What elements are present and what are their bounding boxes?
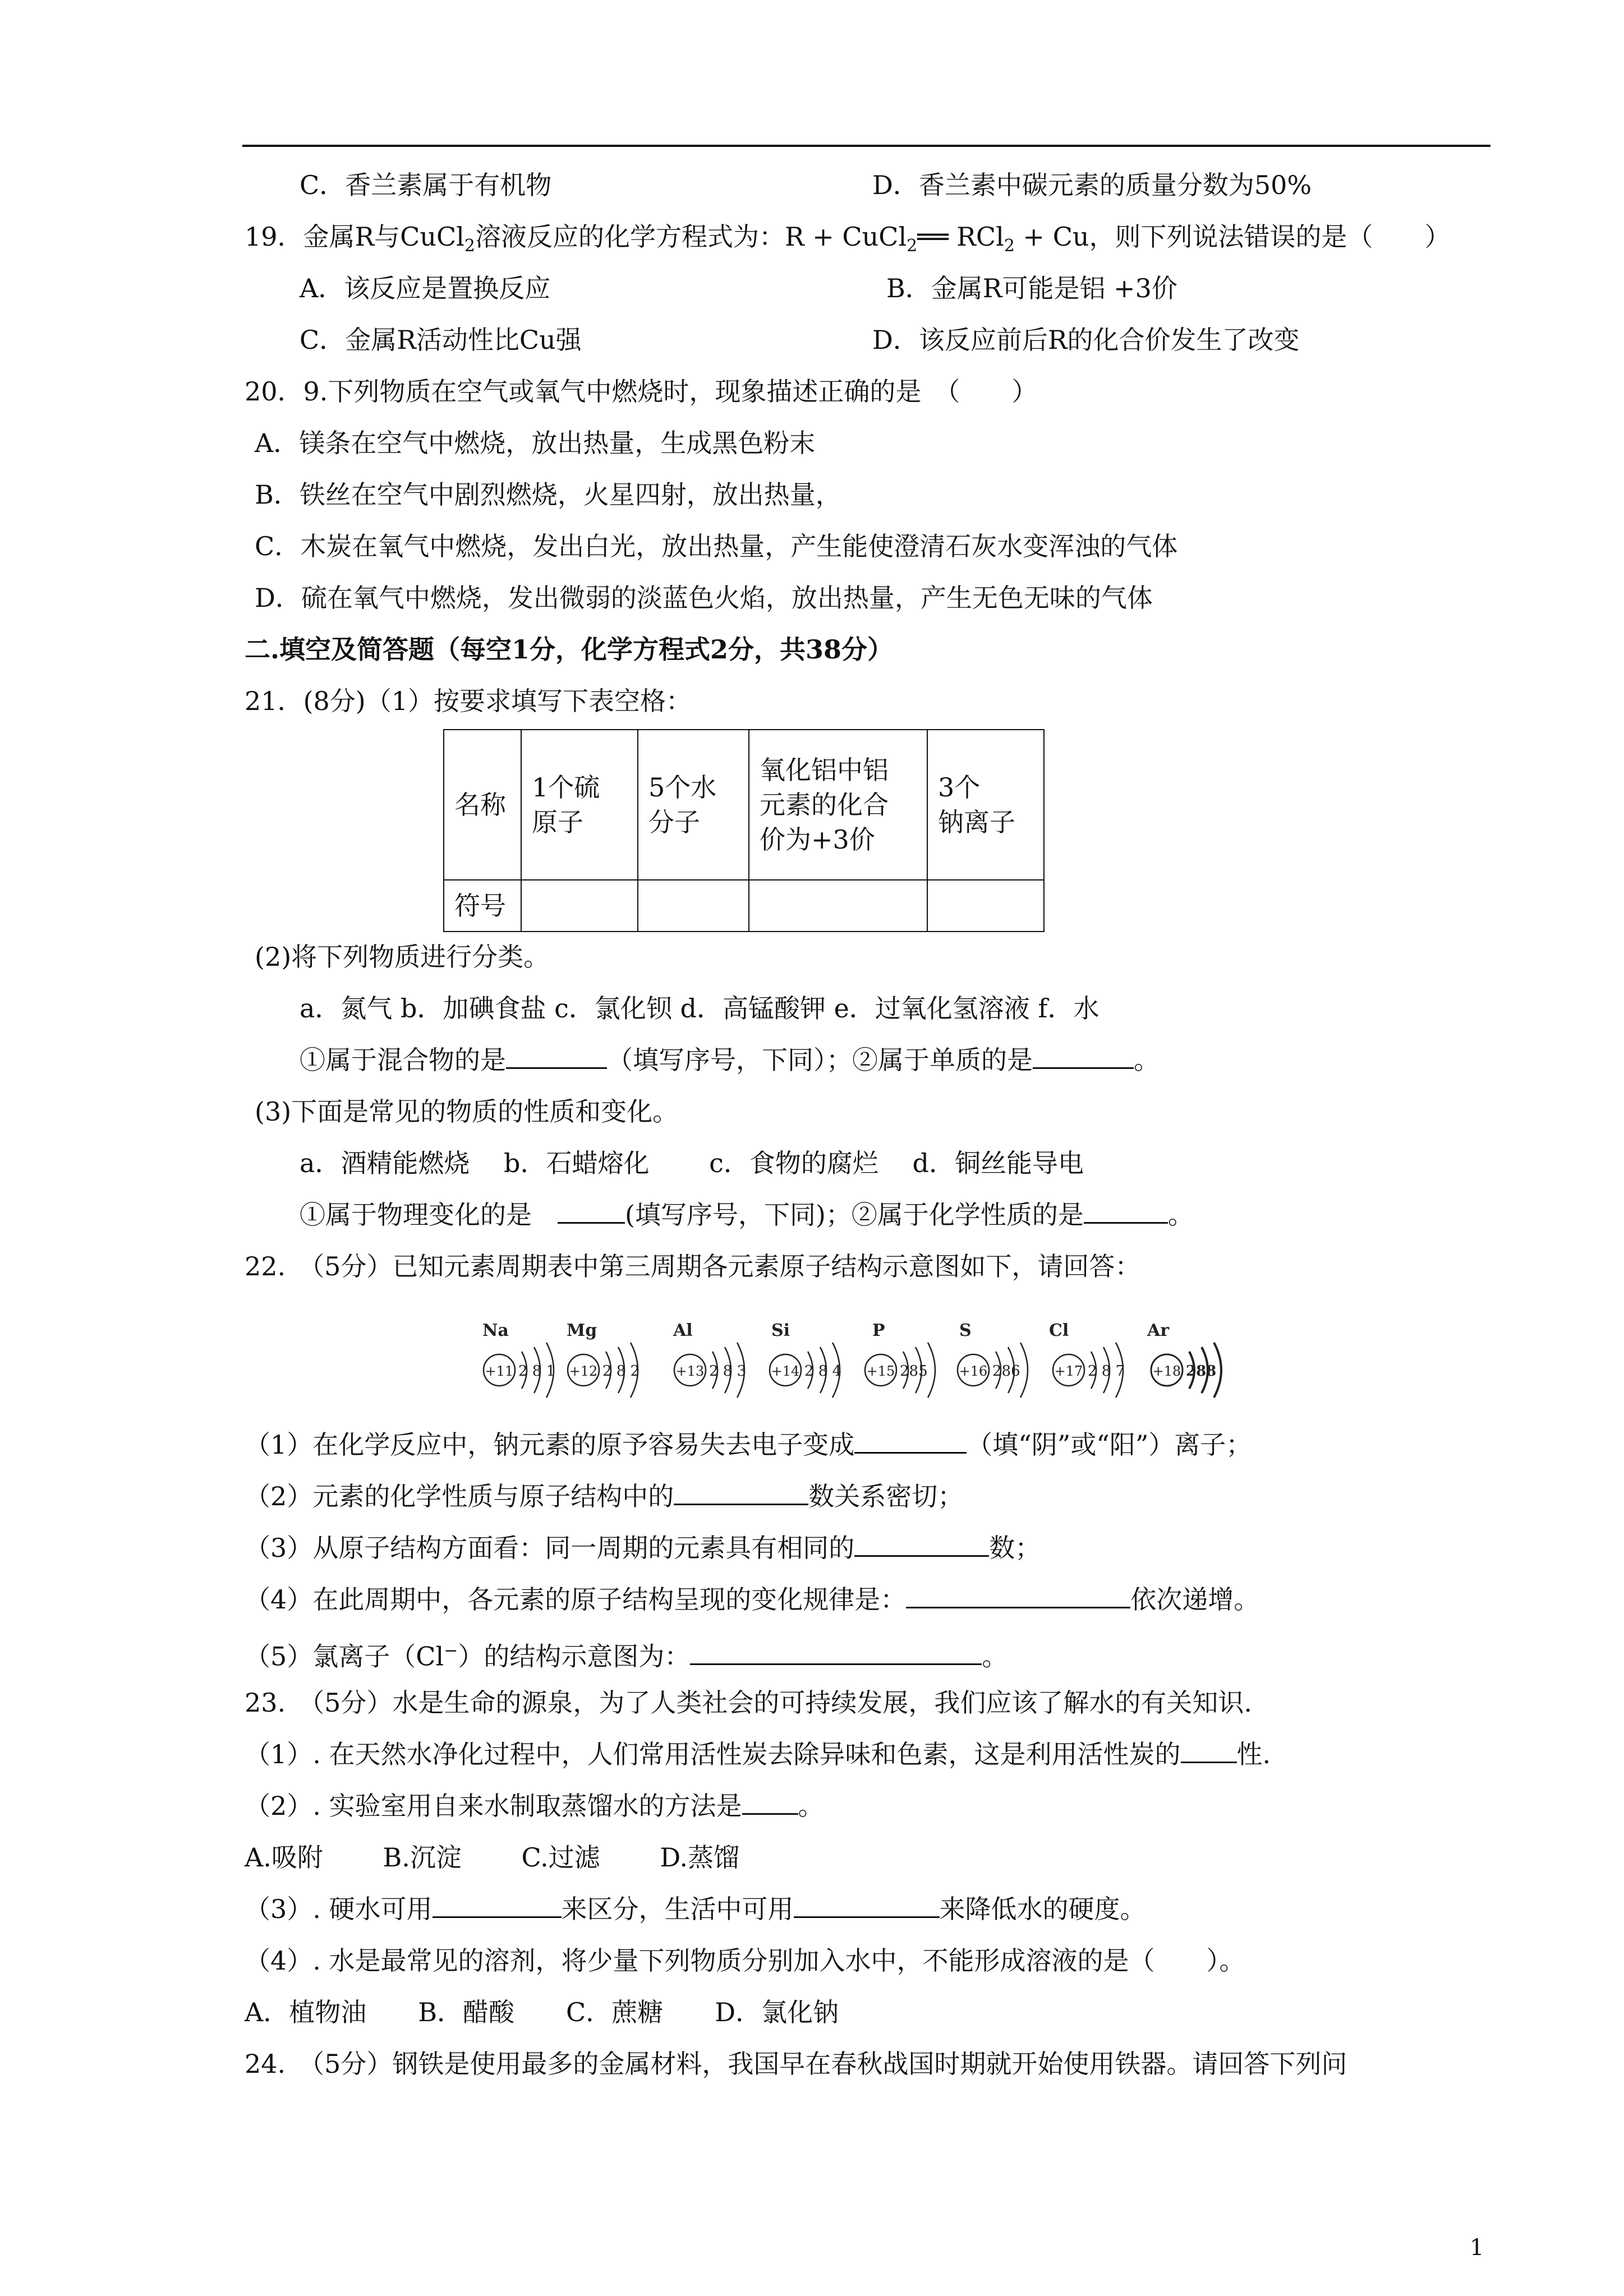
table-cell-sodium: 3个 钠离子: [927, 730, 1044, 880]
table-cell-sulfur: 1个硫 原子: [521, 730, 638, 880]
atom-s-diagram: [958, 1321, 1028, 1398]
answer-blank[interactable]: [506, 1045, 607, 1069]
atom-si-shells: 2 8 4: [804, 1363, 842, 1380]
q18-option-c: C．香兰素属于有机物: [300, 170, 552, 200]
atom-na-nucleus: +11: [485, 1363, 514, 1379]
q21-part3-items: a．酒精能燃烧 b．石蜡熔化 c．食物的腐烂 d．铜丝能导电: [300, 1148, 1084, 1178]
atom-mg-diagram: [567, 1321, 640, 1398]
q23-part4: （4）. 水是最常见的溶剂，将少量下列物质分别加入水中，不能形成溶液的是（ ）。: [245, 1945, 1245, 1976]
answer-blank[interactable]: [742, 1791, 798, 1815]
atom-s-symbol: S: [959, 1321, 972, 1340]
q20-option-b: B．铁丝在空气中剧烈燃烧，火星四射，放出热量，: [255, 480, 841, 510]
atom-mg-symbol: Mg: [567, 1321, 597, 1340]
answer-blank[interactable]: [674, 1481, 808, 1505]
atom-ar-shells: 288: [1186, 1363, 1217, 1380]
table-head-name: 名称: [444, 730, 521, 880]
q23-part1: （1）. 在天然水净化过程中，人们常用活性炭去除异味和色素，这是利用活性炭的 性.: [245, 1739, 1271, 1769]
q21-part3: (3)下面是常见的物质的性质和变化。: [255, 1096, 679, 1127]
q21-part2: (2)将下列物质进行分类。: [255, 942, 550, 972]
atom-ar-diagram: [1147, 1321, 1221, 1398]
atom-p-shells: 285: [900, 1363, 928, 1380]
q21-stem: 21．(8分)（1）按要求填写下表空格：: [245, 686, 692, 716]
atom-mg-nucleus: +12: [569, 1363, 598, 1379]
atom-na-shells: 2 8 1: [518, 1363, 556, 1380]
section-2-title: 二.填空及简答题（每空1分，化学方程式2分，共38分）: [245, 634, 894, 665]
atom-p-nucleus: +15: [866, 1363, 895, 1379]
answer-blank[interactable]: [690, 1641, 982, 1665]
q23-part2-options: A.吸附 B.沉淀 C.过滤 D.蒸馏: [245, 1842, 740, 1873]
atom-si-nucleus: +14: [771, 1363, 800, 1379]
table-cell-water: 5个水 分子: [638, 730, 749, 880]
q20-option-a: A．镁条在空气中燃烧，放出热量，生成黑色粉末: [255, 428, 816, 458]
atom-na-symbol: Na: [482, 1321, 509, 1340]
table-answer-cell[interactable]: [749, 880, 927, 932]
table-head-symbol: 符号: [444, 880, 521, 932]
q19-option-d: D．该反应前后R的化合价发生了改变: [872, 325, 1300, 355]
q19-stem: 19．金属R与CuCl$_2$溶液反应的化学方程式为：R + CuCl$_2$══ RCl$_2$ + Cu，则下列说法错误的是（ ）: [245, 222, 1451, 256]
page-number: 1: [1470, 2235, 1484, 2261]
atom-p-diagram: [865, 1321, 935, 1398]
atom-cl-diagram: [1049, 1321, 1125, 1398]
q19-option-b: B．金属R可能是铝 +3价: [886, 273, 1177, 303]
q22-part5: （5）氯离子（Cl−）的结构示意图为： 。: [245, 1641, 1008, 1672]
atom-cl-shells: 2 8 7: [1088, 1363, 1125, 1380]
q23-stem: 23. （5分）水是生命的源泉，为了人类社会的可持续发展，我们应该了解水的有关知识.: [245, 1688, 1253, 1718]
q23-part3: （3）. 硬水可用 来区分，生活中可用 来降低水的硬度。: [245, 1894, 1146, 1924]
q23-part4-options: A．植物油 B．醋酸 C．蔗糖 D．氯化钠: [245, 1997, 839, 2027]
atom-na-diagram: [482, 1321, 555, 1398]
q22-part4: （4）在此周期中，各元素的原子结构呈现的变化规律是： 依次递增。: [245, 1584, 1260, 1615]
answer-blank[interactable]: [558, 1200, 625, 1224]
q22-part1: （1）在化学反应中，钠元素的原予容易失去电子变成 （填“阴”或“阳”）离子；: [245, 1430, 1252, 1460]
q21-part3-questions: ①属于物理变化的是 (填写序号，下同)；②属于化学性质的是 。: [300, 1200, 1194, 1230]
table-cell-alumina: 氧化铝中铝 元素的化合 价为+3价: [749, 730, 927, 880]
answer-blank[interactable]: [906, 1584, 1130, 1608]
q23-part2: （2）. 实验室用自来水制取蒸馏水的方法是 。: [245, 1791, 824, 1821]
q20-stem: 20．9.下列物质在空气或氧气中燃烧时，现象描述正确的是 （ ）: [245, 376, 1038, 407]
q18-option-d: D．香兰素中碳元素的质量分数为50%: [872, 170, 1312, 200]
header-rule: [242, 145, 1490, 147]
q24-stem: 24. （5分）钢铁是使用最多的金属材料，我国早在春秋战国时期就开始使用铁器。请回答下列问: [245, 2049, 1347, 2079]
q21-table: [443, 729, 1045, 932]
atom-al-shells: 2 8 3: [709, 1363, 747, 1380]
atomic-structure-diagrams: [482, 1312, 1268, 1419]
atom-mg-shells: 2 8 2: [602, 1363, 640, 1380]
q19-option-a: A．该反应是置换反应: [300, 273, 551, 303]
table-answer-cell[interactable]: [521, 880, 638, 932]
atom-al-diagram: [673, 1321, 746, 1398]
q20-option-c: C．木炭在氧气中燃烧，发出白光，放出热量，产生能使澄清石灰水变浑浊的气体: [255, 531, 1178, 561]
atom-si-symbol: Si: [771, 1321, 790, 1340]
atom-al-symbol: Al: [673, 1321, 693, 1340]
atom-p-symbol: P: [872, 1321, 885, 1340]
answer-blank[interactable]: [854, 1533, 989, 1557]
q20-option-d: D．硫在氧气中燃烧，发出微弱的淡蓝色火焰，放出热量，产生无色无味的气体: [255, 583, 1153, 613]
atom-ar-nucleus: +18: [1152, 1363, 1181, 1379]
q19-option-c: C．金属R活动性比Cu强: [300, 325, 582, 355]
atom-si-diagram: [770, 1321, 841, 1398]
answer-blank[interactable]: [854, 1430, 967, 1454]
q22-part2: （2）元素的化学性质与原子结构中的 数关系密切；: [245, 1481, 964, 1511]
q21-part2-questions: ①属于混合物的是 （填写序号，下同）；②属于单质的是 。: [300, 1045, 1160, 1075]
table-answer-cell[interactable]: [927, 880, 1044, 932]
atom-s-nucleus: +16: [959, 1363, 988, 1379]
q22-part3: （3）从原子结构方面看：同一周期的元素具有相同的 数；: [245, 1533, 1041, 1563]
atom-s-shells: 286: [992, 1363, 1020, 1380]
atom-ar-symbol: Ar: [1147, 1321, 1170, 1340]
answer-blank[interactable]: [1084, 1200, 1168, 1224]
answer-blank[interactable]: [1033, 1045, 1134, 1069]
table-answer-cell[interactable]: [638, 880, 749, 932]
q21-part2-items: a．氮气 b．加碘食盐 c．氯化钡 d．高锰酸钾 e．过氧化氢溶液 f．水: [300, 993, 1099, 1023]
atom-cl-symbol: Cl: [1049, 1321, 1069, 1340]
answer-blank[interactable]: [1181, 1739, 1237, 1763]
atom-al-nucleus: +13: [675, 1363, 705, 1379]
q22-stem: 22. （5分）已知元素周期表中第三周期各元素原子结构示意图如下，请回答：: [245, 1251, 1141, 1281]
answer-blank[interactable]: [794, 1894, 940, 1918]
atom-cl-nucleus: +17: [1054, 1363, 1083, 1379]
answer-blank[interactable]: [433, 1894, 562, 1918]
